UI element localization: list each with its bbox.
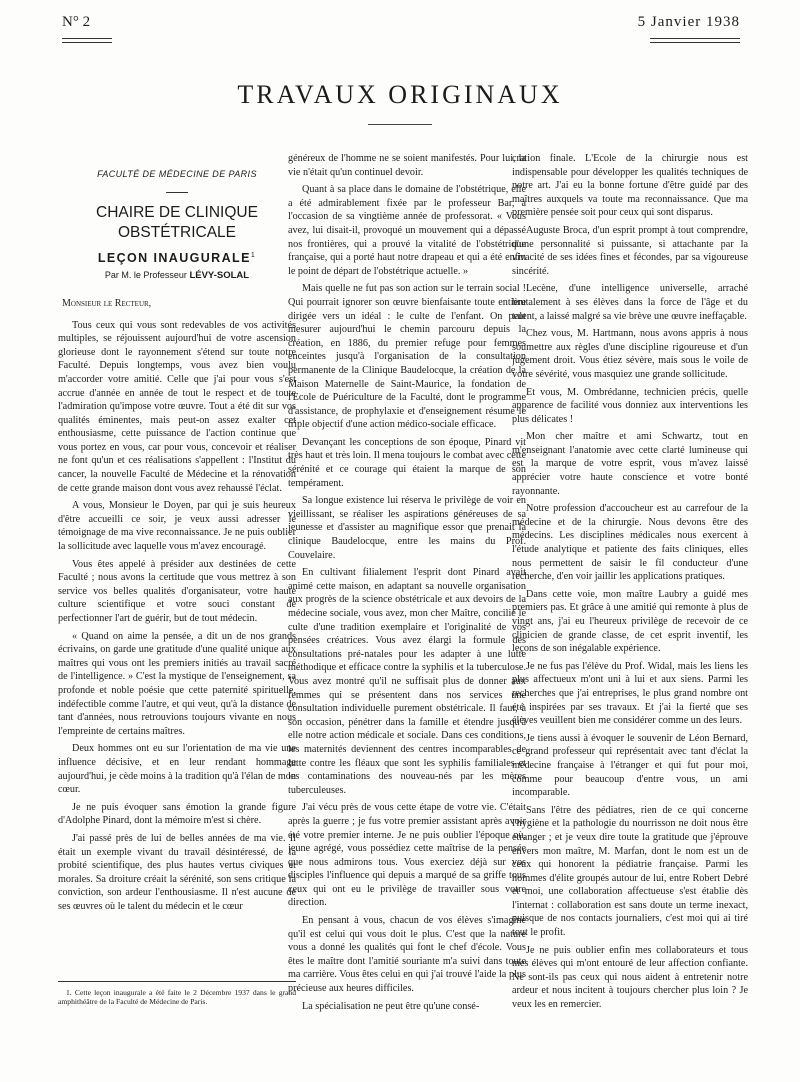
author-line xyxy=(58,269,296,283)
issue-number-rule xyxy=(62,38,112,43)
footnote-marker: 1 xyxy=(250,251,257,259)
paragraph: « Quand on aime la pensée, a dit un de nos grands écrivains, on garde une gratitude d'une qualité unique aux maîtres qui vous ont les premiers initiés au travail sacré de l'intelligence. » C'est la mystique de l'enseignement, sa profonde et noble poésie que cette paternité spirituelle, indéfectible comme l'autre, et qui veut, qu'à la distance de tant d'années, nous retrouvions toujours vivante en nous l'empreinte de certains maîtres. xyxy=(58,630,296,737)
paragraph: Devançant les conceptions de son époque, Pinard vit très haut et très loin. Il mena toujours le combat avec cette sérénité et ce courage qui étaient la marque de son tempérament. xyxy=(288,436,526,489)
section-title-rule xyxy=(368,124,432,125)
author-prefix: Par M. le Professeur xyxy=(104,270,187,281)
paragraph: Sa longue existence lui réserva le privilège de voir en vieillissant, se réaliser les aspirations généreuses de sa jeunesse et d'assister au magnifique essor que prenait la clinique Baudelocque, entre les mains du Prof. Couvelaire. xyxy=(288,495,526,561)
footnote-text: Cette leçon inaugurale a été faite le 2 Décembre 1937 dans le grand amphithéâtre de la Faculté de Médecine de Paris. xyxy=(58,987,296,1007)
issue-date: 5 Janvier 1938 xyxy=(637,14,740,30)
paragraph: En pensant à vous, chacun de vos élèves s'imagine qu'il est celui qui vous doit le plus. C'est que la nature vous a donné les qualités qui font le chef d'école. Vous êtes le maître dont l'amitié souriante m'a suivi dans toute ma carrière. Vous êtes celui en qui j'ai trouvé l'aide la plus précieuse aux heures difficiles. xyxy=(288,915,526,995)
paragraph: Deux hommes ont eu sur l'orientation de ma vie une influence décisive, et en leur rendant hommage aujourd'hui, je cède moins à la tradition qu'à l'élan de mon cœur. xyxy=(58,743,296,796)
issue-number: N° 2 xyxy=(62,14,91,30)
paragraph: Je ne fus pas l'élève du Prof. Widal, mais les liens les plus affectueux m'ont uni à lui et aux siens. Parmi les recherches que j'ai entreprises, le plus grand nombre ont été inspirées par ses travaux. Et j'ai la fierté que ses élèves veuillent bien me considérer comme un des leurs. xyxy=(512,660,748,727)
paragraph: La spécialisation ne peut être qu'une consé- xyxy=(302,1000,480,1012)
paragraph: Notre profession d'accoucheur est au carrefour de la médecine et de la chirurgie. Nous devons être des médecins. Les disciplines médicales nous exercent à l'étude analytique et patiente des faits cliniques, elles nous permettent de saisir le fil conducteur d'une recherche, d'en voir jaillir les applications pratiques. xyxy=(512,503,748,583)
lecture-title xyxy=(58,249,296,266)
chair-title xyxy=(58,203,296,243)
chair-title-line2: OBSTÉTRICALE xyxy=(118,223,236,241)
column-3 xyxy=(512,152,748,1058)
paragraph: généreux de l'homme ne se soient manifestés. Pour lui, la vie n'était qu'un continuel devoir. xyxy=(288,153,526,178)
paragraph: Auguste Broca, d'un esprit prompt à tout comprendre, d'une personnalité si puissante, si attachante par la vivacité de ses idées fines et fécondes, par sa vigoureuse sincérité. xyxy=(512,224,748,277)
paragraph: Lecène, d'une intelligence universelle, arraché brutalement à ses élèves dans la force de l'âge et du talent, a laissé malgré sa vie brève une œuvre ineffaçable. xyxy=(512,283,748,322)
paragraph: J'ai passé près de lui de belles années de ma vie. Il était un exemple vivant du travail désintéressé, de la probité scientifique, des plus hautes vertus civiques et morales. Sa droiture créait la sérénité, son sens critique la conviction, son ardeur l'enthousiasme. Il n'est aucune de ses œuvres où le talent du médecin et le cœur xyxy=(58,832,296,912)
paragraph: Quant à sa place dans le domaine de l'obstétrique, elle a été admirablement fixée par le professeur Bar, à l'occasion de sa vingtième année de professorat. « Vous avez, lui disait-il, provoqué un mouvement qui a dépassé nos frontières, qui a prouvé la vitalité de l'obstétrique française, qui a porté haut notre drapeau et qui a été enfin le point de départ de l'obstétrique actuelle. » xyxy=(288,184,526,277)
paragraph: A vous, Monsieur le Doyen, par qui je suis heureux d'être accueilli ce soir, je veux aussi adresser le témoignage de ma vive reconnaissance. Je ne puis oublier la sollicitude avec laquelle vous m'avez encouragé. xyxy=(58,500,296,553)
paragraph: Chez vous, M. Hartmann, nous avons appris à nous soumettre aux règles d'une discipline rigoureuse et d'un jugement droit. Vous étiez sévère, mais sous le voile de votre sévérité, vous masquiez une grande sollicitude. xyxy=(512,328,748,380)
faculty-line: FACULTÉ DE MÉDECINE DE PARIS xyxy=(97,169,257,179)
column-1-body xyxy=(58,319,296,969)
paragraph: J'ai vécu près de vous cette étape de votre vie. C'était après la guerre ; je fus votre premier assistant après avoir été votre premier interne. Je ne puis oublier l'époque où, jeune agrégé, vous possédiez cette maîtrise de la pensée que nous admirons tous. Vous exerciez déjà sur vos disciples l'influence qui depuis a marqué de sa griffe tous ceux qui ont eu le privilège de travailler sous votre direction. xyxy=(288,802,526,909)
paragraph: Je tiens aussi à évoquer le souvenir de Léon Bernard, ce grand professeur qui représentait avec tant d'éclat la médecine française à l'étranger et qui fut pour moi, comme pour beaucoup d'entre vous, un ami incomparable. xyxy=(512,732,748,799)
author-name: LÉVY-SOLAL xyxy=(189,270,250,282)
footnote xyxy=(58,988,296,1007)
section-title: TRAVAUX ORIGINAUX xyxy=(237,80,563,109)
paragraph: Vous êtes appelé à présider aux destinées de cette Faculté ; nous avons la certitude que vous mettrez à son service vos belles qualités d'organisateur, votre haute culture scientifique et votre souci constant de perfectionner l'art de guérir, but de tout médecin. xyxy=(58,558,296,624)
paragraph: Dans cette voie, mon maître Laubry a guidé mes premiers pas. Et grâce à une amitié qui remonte à plus de vingt ans, j'ai eu l'heureux privilège de recevoir de ce clinicien de grande classe, de cet esprit inventif, les leçons de son inégalable expérience. xyxy=(512,588,748,655)
paragraph: Tous ceux qui vous sont redevables de vos activités multiples, se réjouissent aujourd'hui de votre ascension glorieuse dont le rayonnement s'étend sur toute notre Faculté. Depuis longtemps, vous avez bien voulu m'accorder votre amitié. Celle que j'ai pour vous s'est accrue d'année en année de tout le respect et de toute l'admiration qu'impose votre œuvre. Tout a été dit sur vos qualités éminentes, mais peut-on assez exalter cet enthousiasme, cette puissance de l'action continue que vous portez en vous, car pour vous, concevoir et réaliser ne font qu'un et ces réalisations s'appellent : l'Institut du cancer, la nouvelle Faculté de Médecine et la rénovation de cette grande maison dont vous avez rehaussé l'éclat. xyxy=(58,319,296,494)
salutation: Monsieur le Recteur, xyxy=(62,297,152,309)
paragraph: Sans l'être des pédiatres, rien de ce qui concerne l'hygiène et la pathologie du nourrisson ne doit nous être étranger ; et je veux dire toute la gratitude que j'éprouve envers mon maître, M. Marfan, dont le nom est un de ceux qui honorent la pédiatrie française. Parmi les hommes d'élite groupés autour de lui, entre Robert Debré et moi, une collaboration affectueuse s'est établie dès l'internat : collaboration est sans doute un terme inexact, puisque de nos contacts journaliers, c'est moi qui ai tiré tout le profit. xyxy=(512,804,748,939)
column-1 xyxy=(58,168,296,1007)
paragraph: Et vous, M. Ombrédanne, technicien précis, quelle apparence de facilité vous donniez aux interventions les plus délicates ! xyxy=(512,386,748,425)
paragraph: Je ne puis oublier enfin mes collaborateurs et tous mes élèves qui m'ont entouré de leur affection confiante. Ne sont-ils pas ceux qui nous aident à entretenir notre ardeur et nous incitent à toujours chercher plus loin ? Je veux les en remercier. xyxy=(512,944,748,1011)
issue-date-rule xyxy=(650,38,740,43)
paragraph: Mais quelle ne fut pas son action sur le terrain social ! Qui pourrait ignorer son œuvre bienfaisante toute entière dirigée vers un idéal : le culte de l'enfant. On peut mesurer aujourd'hui le chemin parcouru depuis la création, en 1886, du premier refuge pour femmes enceintes jusqu'à l'organisation de la consultation permanente de la Clinique Baudelocque, la création de la Maison Maternelle de Saint-Maurice, la fondation de l'Ecole de Puériculture de la Faculté, dont le programme d'assistance, de prophylaxie et d'enseignement résume le triple objectif d'une action médico-sociale efficace. xyxy=(288,283,526,431)
lecture-title-text: LEÇON INAUGURALE xyxy=(97,250,251,265)
paragraph: En cultivant filialement l'esprit dont Pinard avait animé cette maison, en adaptant sa nouvelle organisation aux progrès de la science obstétricale et aux devoirs de la médecine sociale, vous avez, mon cher Maître, concilié le culte d'une tradition exemplaire et l'originalité de vos pensées créatrices. Vous avez élargi la formule des consultations pré-natales pour les adapter à une lutte méthodique et efficace contre la syphilis et la tuberculose. Vous avez montré qu'il ne suffisait plus de donner aux femmes qui se présentent dans nos services une consultation individuelle purement obstétricale. Il faut, à son occasion, pénétrer dans la famille et étendre jusqu'à elle notre action médicale et sociale. Dans ces conditions, les maternités deviennent des centres incomparables de lutte contre les fléaux que sont les syphilis familiales et les contaminations des nouveau-nés par les mères tuberculeuses. xyxy=(288,567,526,796)
column-3-body xyxy=(512,152,748,1058)
footnote-rule xyxy=(58,981,296,982)
paragraph: Je ne puis évoquer sans émotion la grande figure d'Adolphe Pinard, dont la mémoire m'est si chère. xyxy=(58,801,296,827)
chair-title-line1: CHAIRE DE CLINIQUE xyxy=(96,203,258,221)
heading-rule xyxy=(166,192,188,193)
column-2-body xyxy=(288,152,526,1058)
paragraph: Mon cher maître et ami Schwartz, tout en m'enseignant l'anatomie avec cette clarté lumineuse qui est la marque de votre esprit, vous m'avez laissé apprécier votre haute conscience et votre bonté rayonnante. xyxy=(512,431,748,497)
footnote-number: 1. xyxy=(66,987,72,997)
column-2 xyxy=(288,152,526,1058)
paragraph: cration finale. L'Ecole de la chirurgie nous est indispensable pour développer les qualités techniques de notre art. J'ai eu la bonne fortune d'être guidé par des maîtres auxquels va toute ma reconnaissance. Que ma première pensée soit pour ceux qui sont disparus. xyxy=(512,153,748,219)
